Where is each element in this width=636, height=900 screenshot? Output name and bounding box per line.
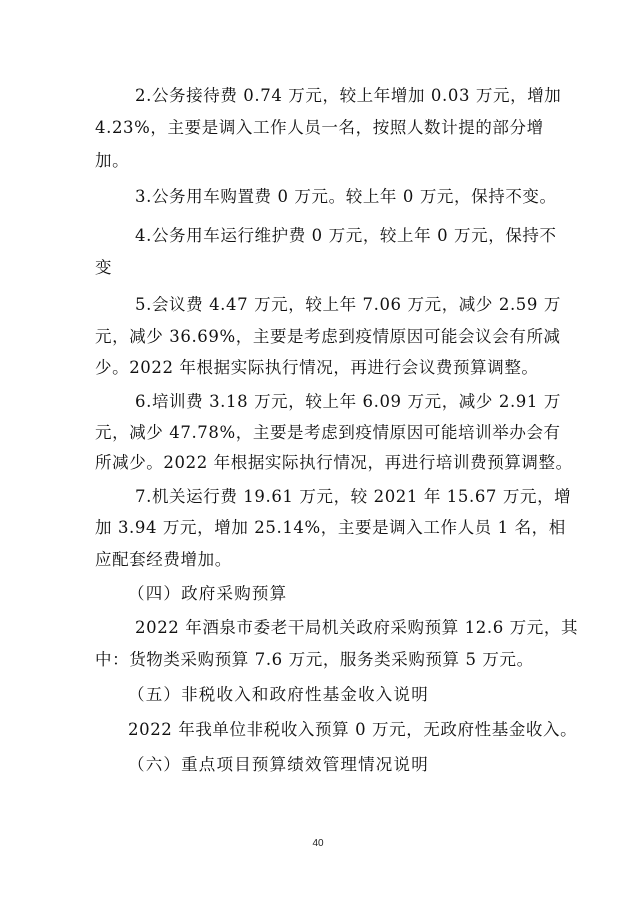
- paragraph-line-procurement: 2022 年酒泉市委老干局机关政府采购预算 12.6 万元，其: [135, 618, 579, 637]
- paragraph-line-operating-cost-end: 应配套经费增加。: [95, 550, 232, 569]
- paragraph-line-training-fee-end: 所减少。2022 年根据实际执行情况，再进行培训费预算调整。: [95, 453, 573, 472]
- paragraph-line-operating-cost-cont: 加 3.94 万元，增加 25.14%，主要是调入工作人员 1 名，相: [95, 518, 566, 537]
- paragraph-line-reception-fee-cont: 4.23%，主要是调入工作人员一名，按照人数计提的部分增: [95, 118, 544, 137]
- section-heading-key-projects: （六）重点项目预算绩效管理情况说明: [128, 755, 429, 774]
- paragraph-line-reception-fee-end: 加。: [95, 151, 130, 170]
- paragraph-line-meeting-fee-end: 少。2022 年根据实际执行情况，再进行会议费预算调整。: [95, 358, 539, 377]
- paragraph-line-non-tax-revenue: 2022 年我单位非税收入预算 0 万元，无政府性基金收入。: [128, 720, 578, 739]
- paragraph-line-operating-cost: 7.机关运行费 19.61 万元，较 2021 年 15.67 万元，增: [135, 487, 572, 506]
- paragraph-line-procurement-end: 中：货物类采购预算 7.6 万元，服务类采购预算 5 万元。: [95, 650, 534, 669]
- paragraph-line-vehicle-purchase: 3.公务用车购置费 0 万元。较上年 0 万元，保持不变。: [135, 187, 557, 206]
- paragraph-line-training-fee: 6.培训费 3.18 万元，较上年 6.09 万元，减少 2.91 万: [135, 392, 561, 411]
- paragraph-line-vehicle-maintenance: 4.公务用车运行维护费 0 万元，较上年 0 万元，保持不: [135, 226, 557, 245]
- section-heading-non-tax-revenue: （五）非税收入和政府性基金收入说明: [128, 685, 429, 704]
- paragraph-line-training-fee-cont: 元，减少 47.78%，主要是考虑到疫情原因可能培训举办会有: [95, 423, 561, 442]
- page-number: 40: [312, 838, 324, 849]
- paragraph-line-vehicle-maintenance-end: 变: [95, 258, 113, 277]
- paragraph-line-meeting-fee-cont: 元，减少 36.69%，主要是考虑到疫情原因可能会议会有所减: [95, 327, 561, 346]
- paragraph-line-meeting-fee: 5.会议费 4.47 万元，较上年 7.06 万元，减少 2.59 万: [135, 295, 561, 314]
- paragraph-line-reception-fee: 2.公务接待费 0.74 万元，较上年增加 0.03 万元，增加: [135, 86, 562, 105]
- section-heading-procurement: （四）政府采购预算: [128, 584, 288, 603]
